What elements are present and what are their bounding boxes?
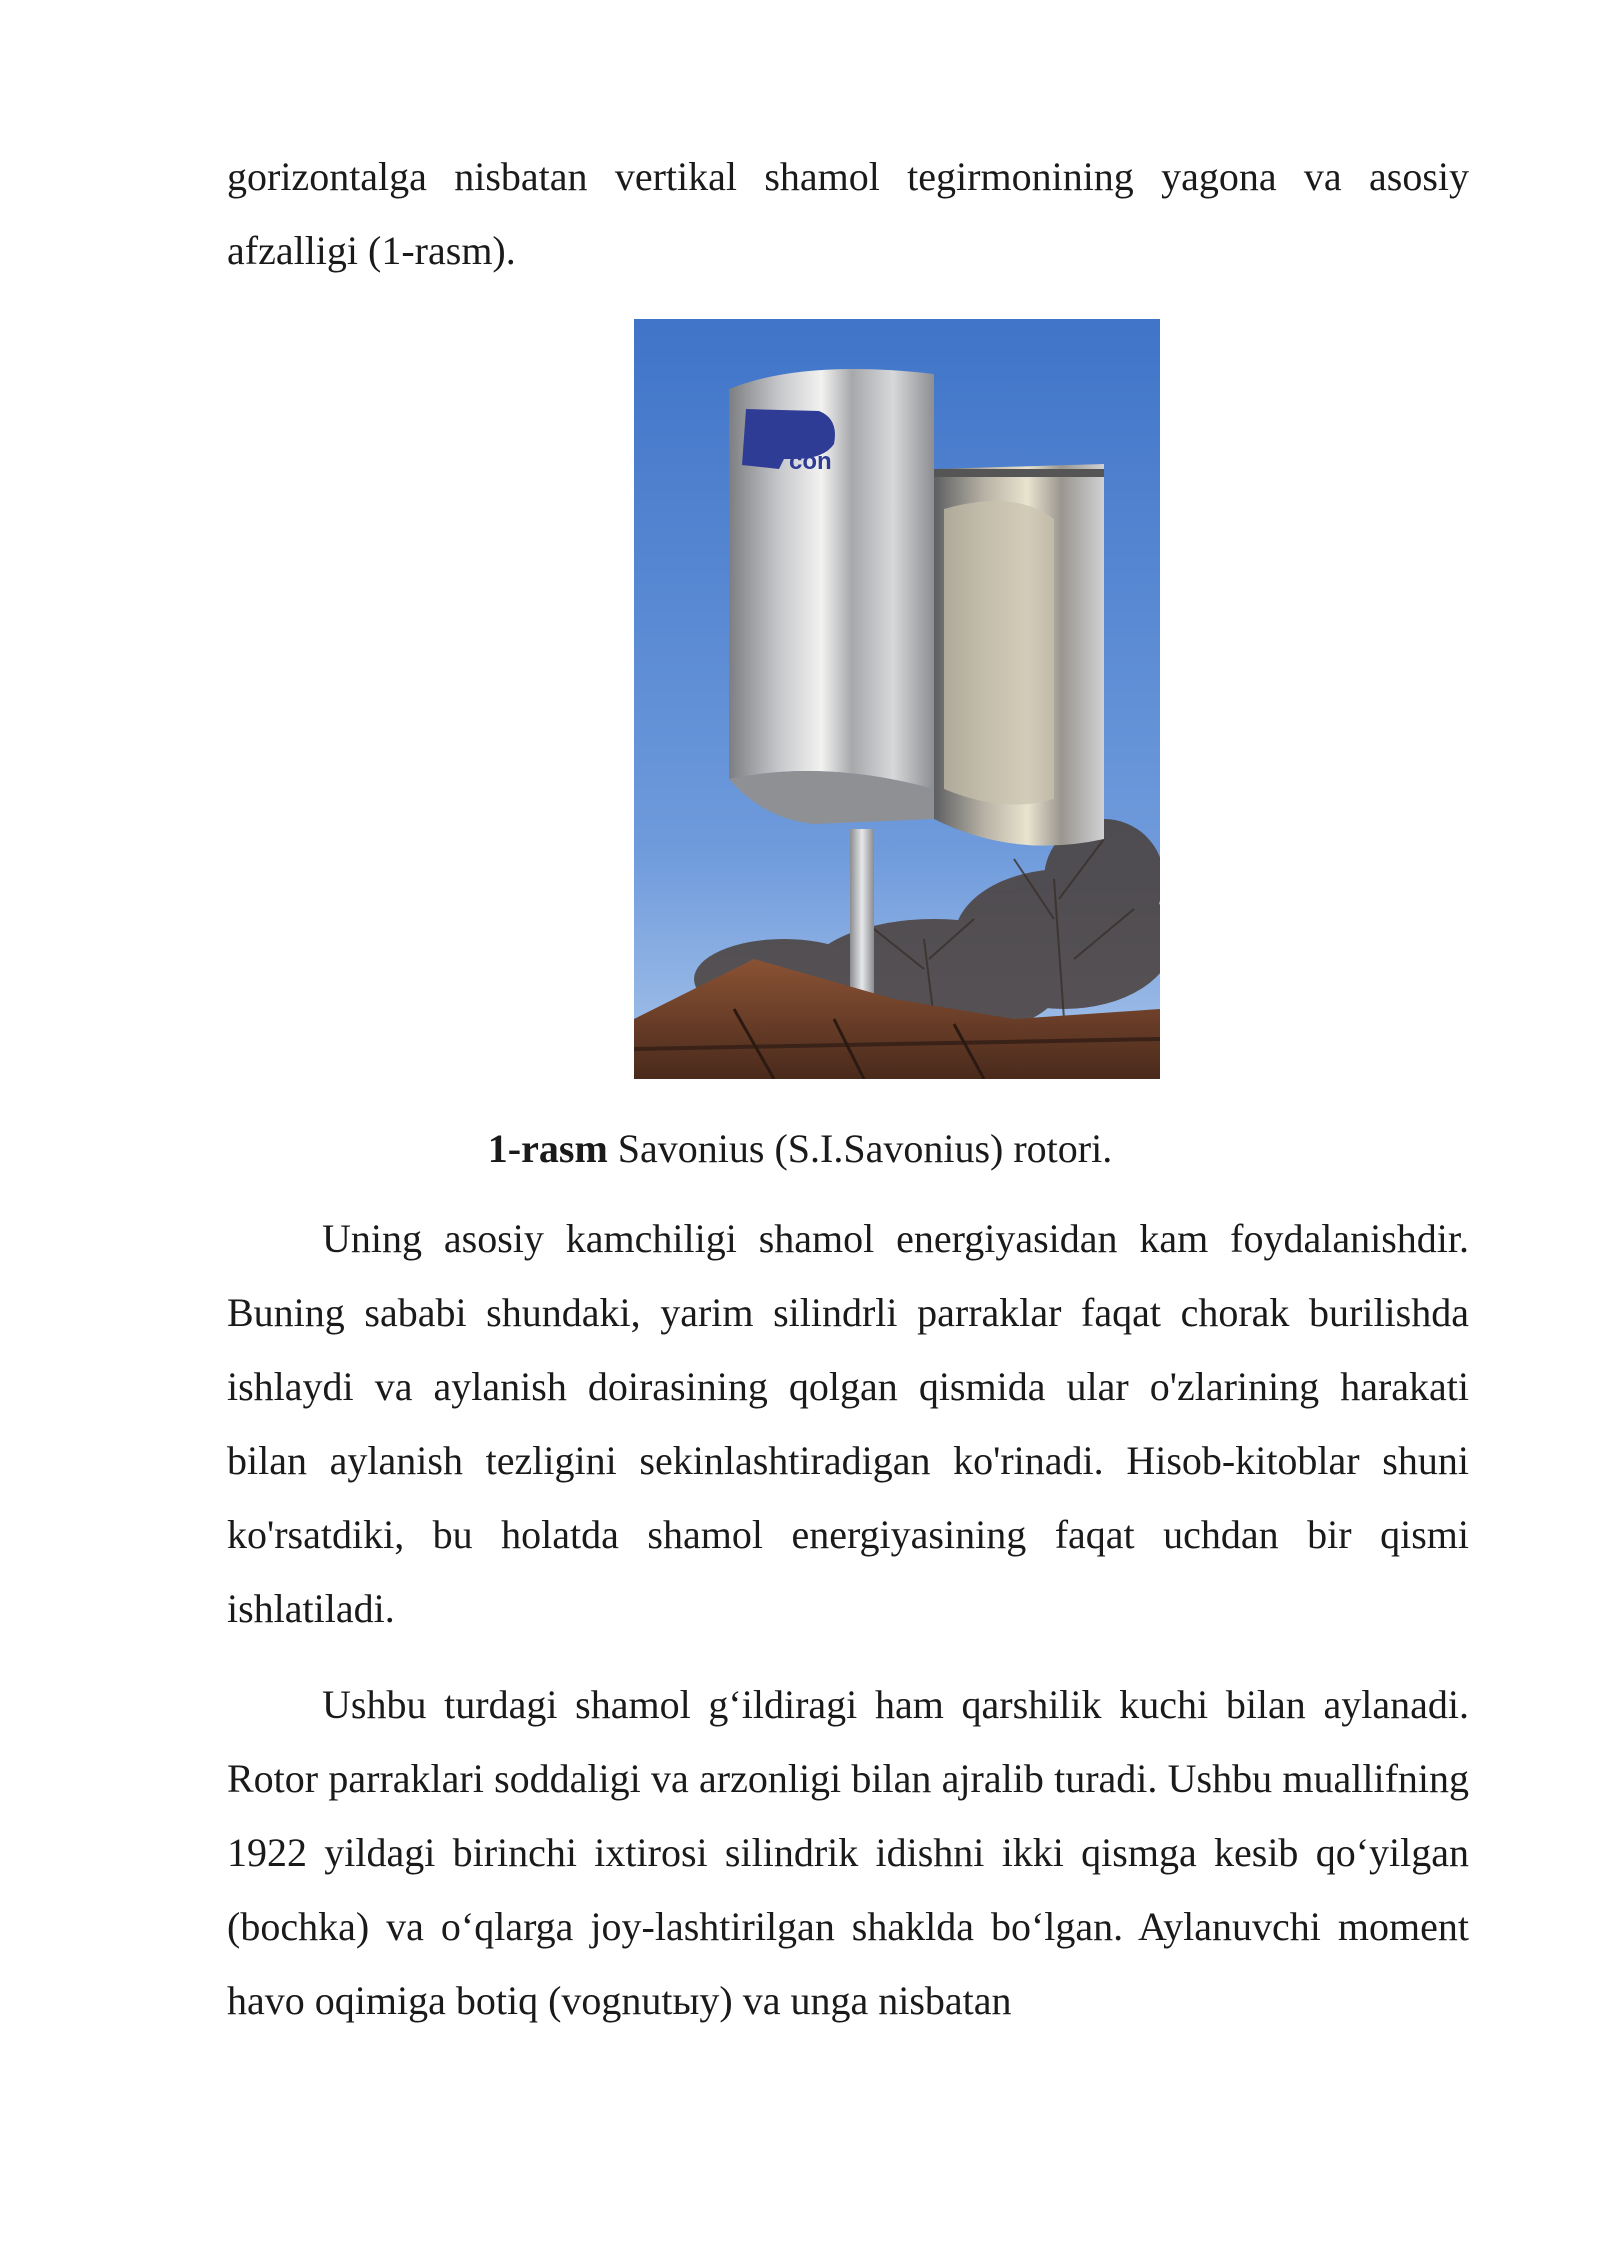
figure-savonius-rotor <box>634 319 1160 1079</box>
intro-paragraph <box>227 140 1469 288</box>
paragraph-text: Ushbu turdagi shamol g‘ildiragi ham qarshilik kuchi bilan aylanadi. Rotor parraklari soddaligi va arzonligi bilan ajralib turadi. Ushbu muallifning 1922 yildagi birinchi ixtirosi silindrik idishni ikki qismga kesib qo‘yilgan (bochka) va o‘qlarga joy-lashtirilgan shaklda bo‘lgan. Aylanuvchi moment havo oqimiga botiq (vognutыy) va unga nisbatan <box>227 1682 1469 2023</box>
logo-text: con <box>789 448 832 475</box>
intro-text: gorizontalga nisbatan vertikal shamol tegirmonining yagona va asosiy afzalligi (1-rasm). <box>227 154 1469 273</box>
paragraph-text: Uning asosiy kamchiligi shamol energiyasidan kam foydalanishdir. Buning sababi shundaki, yarim silindrli parraklar faqat chorak burilishda ishlaydi va aylanish doirasining qolgan qismida ular o'zlarining harakati bilan aylanish tezligini sekinlashtiradigan ko'rinadi. Hisob-kitoblar shuni ko'rsatdiki, bu holatda shamol energiyasining faqat uchdan bir qismi ishlatiladi. <box>227 1216 1469 1631</box>
rotor-photo <box>634 319 1160 1079</box>
paragraph-rotor-history <box>227 1668 1469 2038</box>
logo-badge <box>742 409 835 475</box>
figure-caption <box>0 1112 1600 1186</box>
caption-label: 1-rasm <box>487 1126 608 1171</box>
caption-text: Savonius (S.I.Savonius) rotori. <box>607 1126 1113 1171</box>
paragraph-drawbacks <box>227 1202 1469 1646</box>
